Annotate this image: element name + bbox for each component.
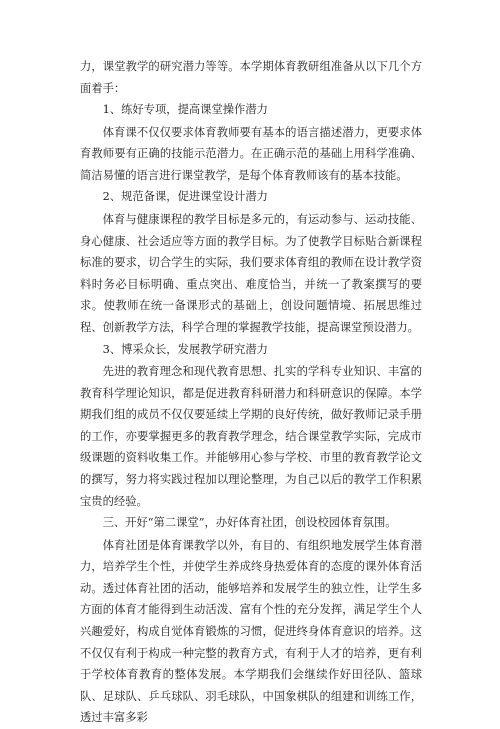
paragraph-sports-clubs: 体育社团是体育课教学以外，有目的、有组织地发展学生体育潜力，培养学生个性，并使学生养成终身热爱体育的态度的课外体育活动。透过体育社团的活动，能够培养和发展学生的独立性，让学生多方面的体育才能得到生动活泼、富有个性的充分发挥，满足学生个人兴趣爱好，构成自觉体育锻炼的习惯，促进终身体育意识的培养。这不仅仅有利于构成一种完整的教育方式，有利于人才的培养，更有利于学校体育教育的整体发展。本学期我们会继续作好田径队、篮球队、足球队、乒乓球队、羽毛球队，中国象棋队的组建和训练工作，透过丰富多彩 <box>80 538 422 725</box>
paragraph-intro: 力，课堂教学的研究潜力等等。本学期体育教研组准备从以下几个方面着手： <box>80 60 422 95</box>
section-heading-2: 2、规范备课，促进课堂设计潜力 <box>102 190 268 204</box>
section-heading-second-classroom: 三、开好“第二课堂”，办好体育社团，创设校园体育氛围。 <box>102 516 397 530</box>
paragraph-skills: 体育课不仅仅要求体育教师要有基本的语言描述潜力，更要求体育教师要有正确的技能示范潜力。在正确示范的基础上用科学准确、简洁易懂的语言进行课堂教学，是每个体育教师该有的基本技能。 <box>80 125 422 182</box>
section-heading-1: 1、练好专项，提高课堂操作潜力 <box>102 103 268 117</box>
paragraph-lesson-design: 体育与健康课程的教学目标是多元的，有运动参与、运动技能、身心健康、社会适应等方面的教学目标。为了使教学目标贴合新课程标准的要求，切合学生的实际，我们要求体育组的教师在设计教学资料时务必目标明确、重点突出、难度恰当，并统一了教案撰写的要求。使教师在统一备课形式的基础上，创设问题情境、拓展思维过程、创新教学方法，科学合理的掌握教学技能，提高课堂预设潜力。 <box>80 212 422 334</box>
section-heading-3: 3、博采众长，发展教学研究潜力 <box>102 342 268 356</box>
paragraph-research: 先进的教育理念和现代教育思想、扎实的学科专业知识、丰富的教育科学理论知识，都是促进教育科研潜力和科研意识的保障。本学期我们组的成员不仅仅要延续上学期的良好传统，做好教师记录手册的工作，亦要掌握更多的教育教学理念，结合课堂教学实际，完成市级课题的资料收集工作。并能够用心参与学校、市里的教育教学论文的撰写，努力将实践过程加以理论整理，为自己以后的教学工作积累宝贵的经验。 <box>80 365 422 508</box>
